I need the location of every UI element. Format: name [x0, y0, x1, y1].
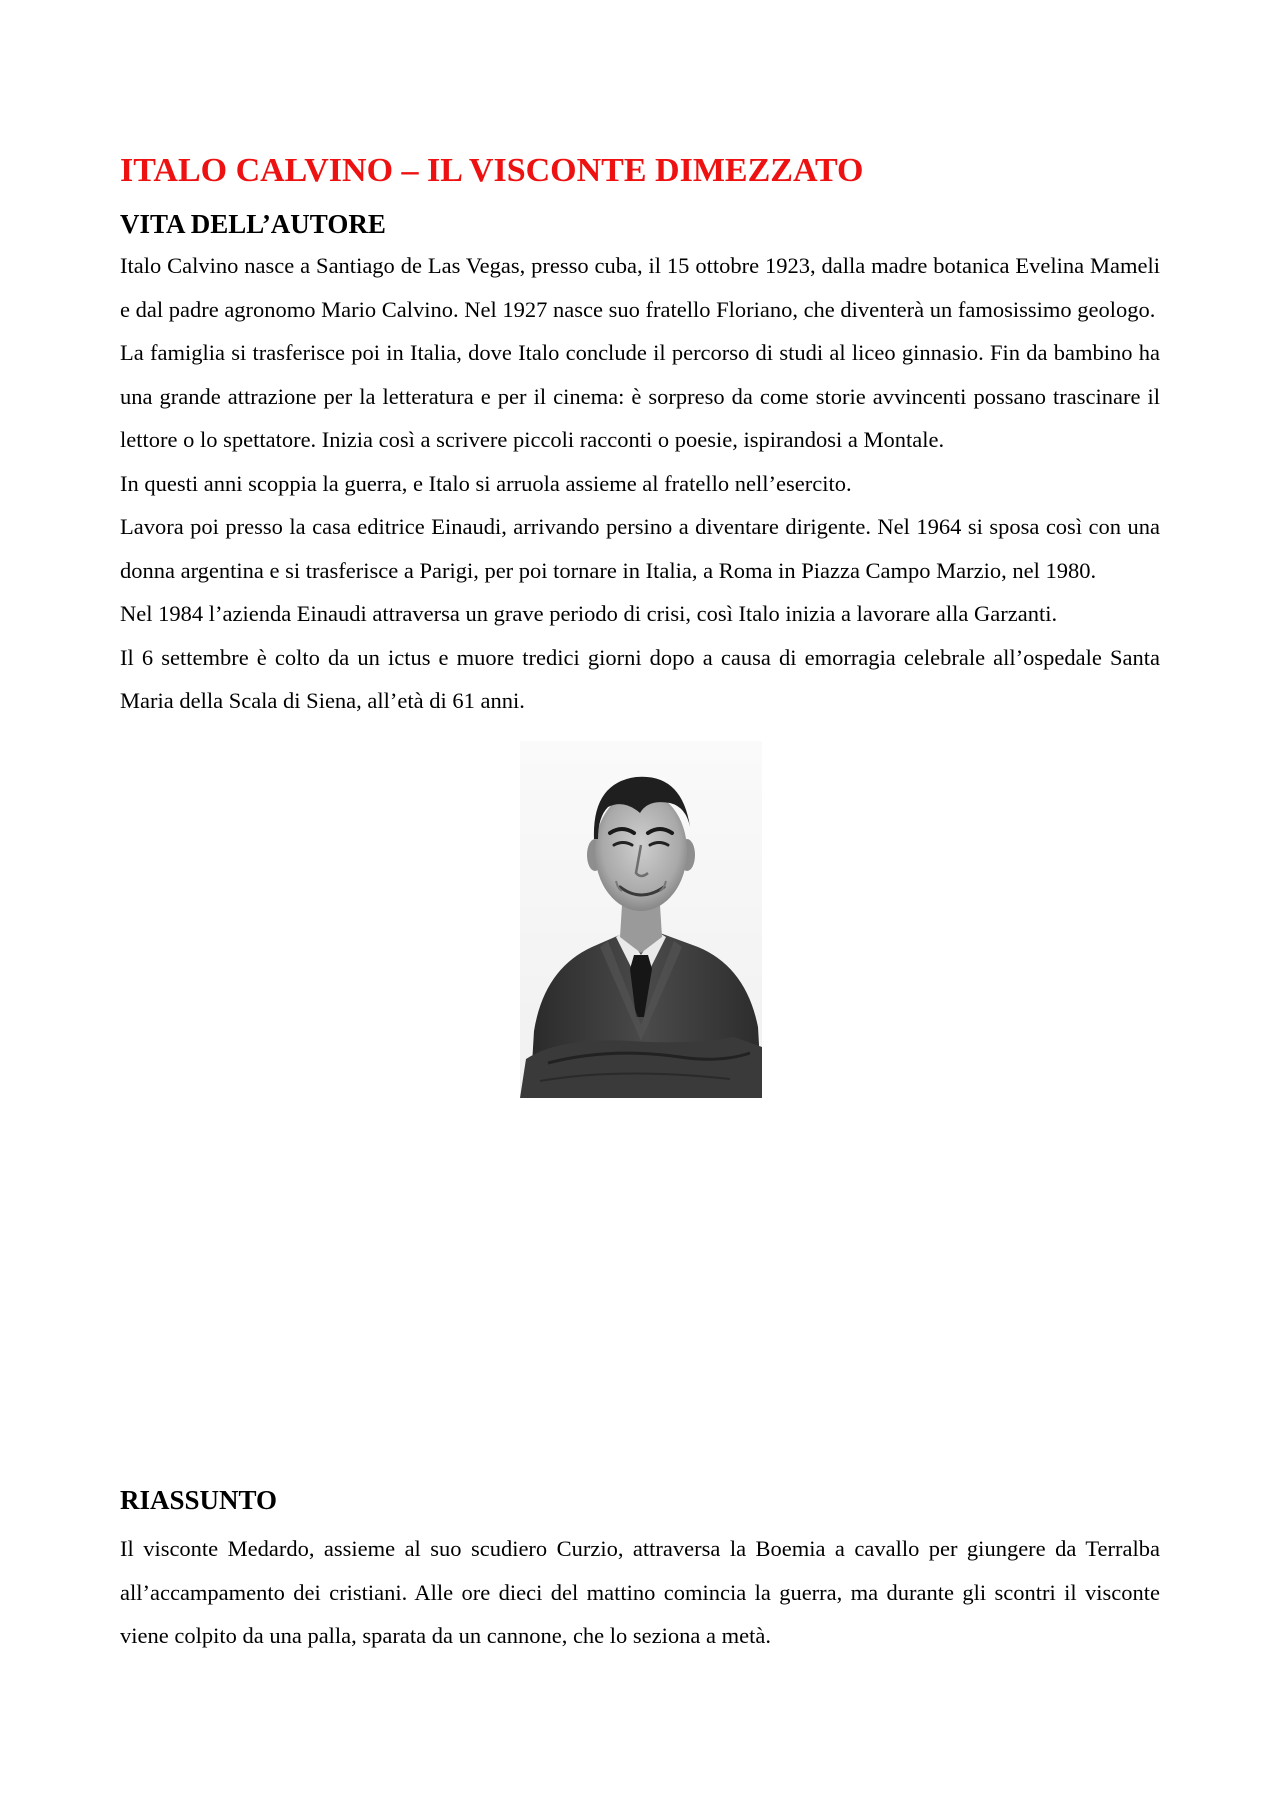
- document-title: ITALO CALVINO – IL VISCONTE DIMEZZATO: [120, 152, 864, 189]
- paragraph: Il visconte Medardo, assieme al suo scudiero Curzio, attraversa la Boemia a cavallo per giungere da Terralba all’accampamento dei cristiani. Alle ore dieci del mattino comincia la guerra, ma durante gli scontri il visconte viene colpito da una palla, sparata da un cannone, che lo seziona a metà.: [120, 1536, 1160, 1648]
- paragraph: Nel 1984 l’azienda Einaudi attraversa un grave periodo di crisi, così Italo inizia a lavorare alla Garzanti.: [120, 601, 1058, 626]
- section-heading-riassunto: RIASSUNTO: [120, 1485, 278, 1515]
- author-portrait-image: [520, 741, 762, 1098]
- paragraph: In questi anni scoppia la guerra, e Italo si arruola assieme al fratello nell’esercito.: [120, 470, 852, 496]
- paragraph: Il 6 settembre è colto da un ictus e muore tredici giorni dopo a causa di emorragia celebrale all’ospedale Santa Maria della Scala di Siena, all’età di 61 anni.: [120, 644, 1160, 713]
- paragraph: La famiglia si trasferisce poi in Italia, dove Italo conclude il percorso di studi al liceo ginnasio. Fin da bambino ha una grande attrazione per la letteratura e per il cinema: è sorpreso da come storie avvincenti possano trascinare il lettore o lo spettatore. Inizia così a scrivere piccoli racconti o poesie, ispirandosi a Montale.: [120, 340, 1160, 452]
- document-page: [120, 148, 1160, 1648]
- paragraph: Lavora poi presso la casa editrice Einaudi, arrivando persino a diventare dirigente. Nel 1964 si sposa così con una donna argentina e si trasferisce a Parigi, per poi tornare in Italia, a Roma in Piazza Campo Marzio, nel 1980.: [120, 514, 1160, 583]
- section-body-riassunto: [120, 1527, 1160, 1658]
- section-body-vita: [120, 244, 1160, 723]
- author-portrait: [520, 741, 762, 1098]
- section-heading-vita: VITA DELL’AUTORE: [120, 209, 386, 239]
- paragraph: Italo Calvino nasce a Santiago de Las Vegas, presso cuba, il 15 ottobre 1923, dalla madre botanica Evelina Mameli e dal padre agronomo Mario Calvino. Nel 1927 nasce suo fratello Floriano, che diventerà un famosissimo geologo.: [120, 253, 1160, 322]
